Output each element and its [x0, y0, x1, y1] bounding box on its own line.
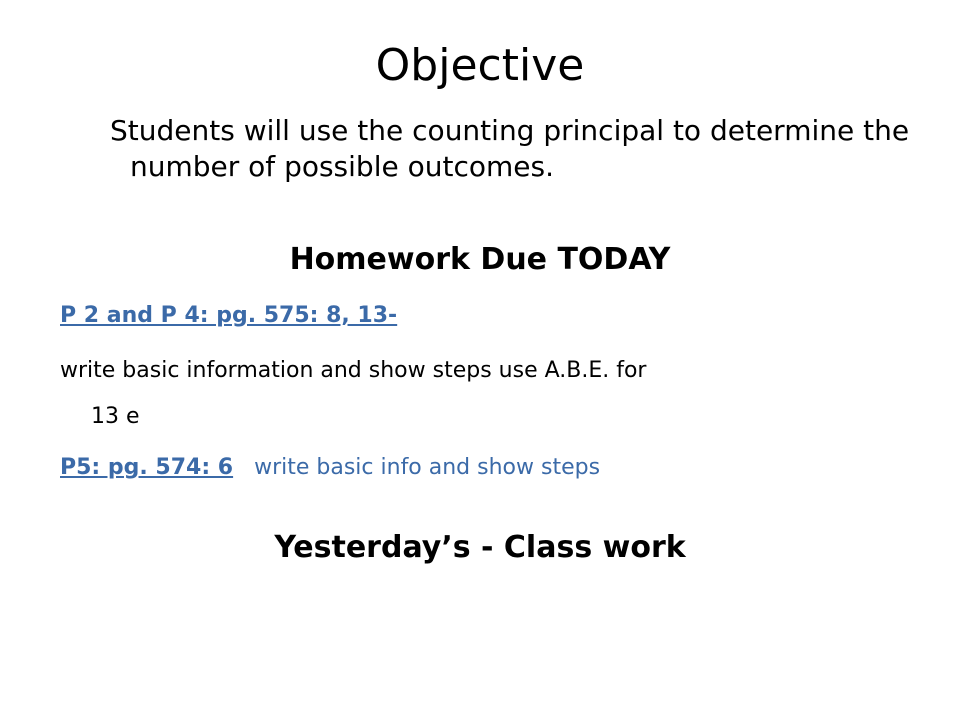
- objective-text: Students will use the counting principal to determine the number of possible outcomes.: [110, 114, 910, 183]
- assignment-1-detail-line-1: write basic information and show steps use A.B.E. for: [60, 358, 647, 383]
- homework-heading: Homework Due TODAY: [289, 242, 671, 277]
- assignment-1-link[interactable]: P 2 and P 4: pg. 575: 8, 13-: [60, 303, 398, 328]
- assignment-1-link-row: [60, 300, 397, 332]
- assignment-2-detail-text: write basic info and show steps: [254, 455, 601, 480]
- assignment-2-link[interactable]: P5: pg. 574: 6: [60, 455, 234, 480]
- assignment-2-row: [60, 452, 600, 484]
- classwork-heading: Yesterday’s - Class work: [274, 530, 686, 565]
- slide-title: Objective: [375, 40, 585, 91]
- assignment-1-detail-line-2: 13 e: [91, 404, 140, 429]
- assignment-2-detail: [240, 455, 600, 480]
